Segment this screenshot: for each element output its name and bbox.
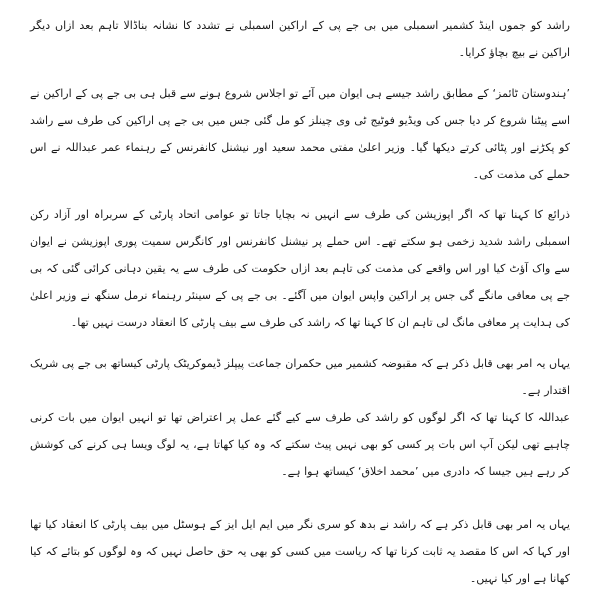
article-paragraph: ذرائع کا کہنا تھا کہ اگر اپوزیشن کی طرف سے انہیں نہ بچایا جاتا تو عوامی اتحاد پارٹی کے سربراہ اور آزاد رکن اسمبلی راشد شدید زخمی ہو سکتے تھے۔ اس حملے پر نیشنل کانفرنس اور کانگرس سمیت پوری اپوزیشن نے ایوان سے واک آؤٹ کیا اور اس واقعے کی مذمت کی تاہم بعد ازاں حکومت کی طرف سے یہ یقین دہانی کرائی گئی کہ بی جے پی معافی مانگے گی جس پر اراکین واپس ایوان میں آگئے۔ بی جے پی کے سینئر رہنماء نرمل سنگھ نے وزیر اعلیٰ کی ہدایت پر معافی مانگ لی تاہم ان کا کہنا تھا کہ راشد کی طرف سے بیف پارٹی کا انعقاد درست نہیں تھا۔ xyxy=(30,208,570,329)
article-paragraph: ’ہندوستان ٹائمز‘ کے مطابق راشد جیسے ہی ایوان میں آئے تو اجلاس شروع ہونے سے قبل ہی بی جے پی کے اراکین نے اسے پیٹنا شروع کر دیا جس کی ویڈیو فوٹیج ٹی وی چینلز کو مل گئی جس میں بی جے پی اراکین کی طرف سے راشد کو پکڑنے اور پٹائی کرتے دیکھا گیا۔ وزیر اعلیٰ مفتی محمد سعید اور نیشنل کانفرنس کے رہنماء عمر عبداللہ نے اس حملے کی مذمت کی۔ xyxy=(30,87,570,181)
article-paragraph: عبداللہ کا کہنا تھا کہ اگر لوگوں کو راشد کی طرف سے کیے گئے عمل پر اعتراض تھا تو انہیں ایوان میں بات کرنی چاہیے تھی لیکن آپ اس بات پر کسی کو بھی نہیں پیٹ سکتے کہ وہ کیا کھاتا ہے، یہ لوگ ویسا ہی کرنے کی کوشش کر رہے ہیں جیسا کہ دادری میں ’محمد اخلاق‘ کیساتھ ہوا ہے۔ xyxy=(30,411,570,478)
article-paragraph: یہاں یہ امر بھی قابل ذکر ہے کہ راشد نے بدھ کو سری نگر میں ایم ایل ایز کے ہوسٹل میں بیف پارٹی کا انعقاد کیا تھا اور کہا کہ اس کا مقصد یہ ثابت کرنا تھا کہ ریاست میں کسی کو بھی یہ حق حاصل نہیں کہ وہ لوگوں کو بتائے کہ کیا کھانا ہے اور کیا نہیں۔ xyxy=(30,518,570,585)
article-paragraph: یہاں یہ امر بھی قابل ذکر ہے کہ مقبوضہ کشمیر میں حکمران جماعت پیپلز ڈیموکریٹک پارٹی کیساتھ بی جے پی شریک اقتدار ہے۔ xyxy=(30,357,570,397)
article-paragraph: راشد کو جموں اینڈ کشمیر اسمبلی میں بی جے پی کے اراکین اسمبلی نے تشدد کا نشانہ بناڈالا تاہم بعد ازاں دیگر اراکین نے بیچ بچاؤ کرایا۔ xyxy=(30,19,570,59)
